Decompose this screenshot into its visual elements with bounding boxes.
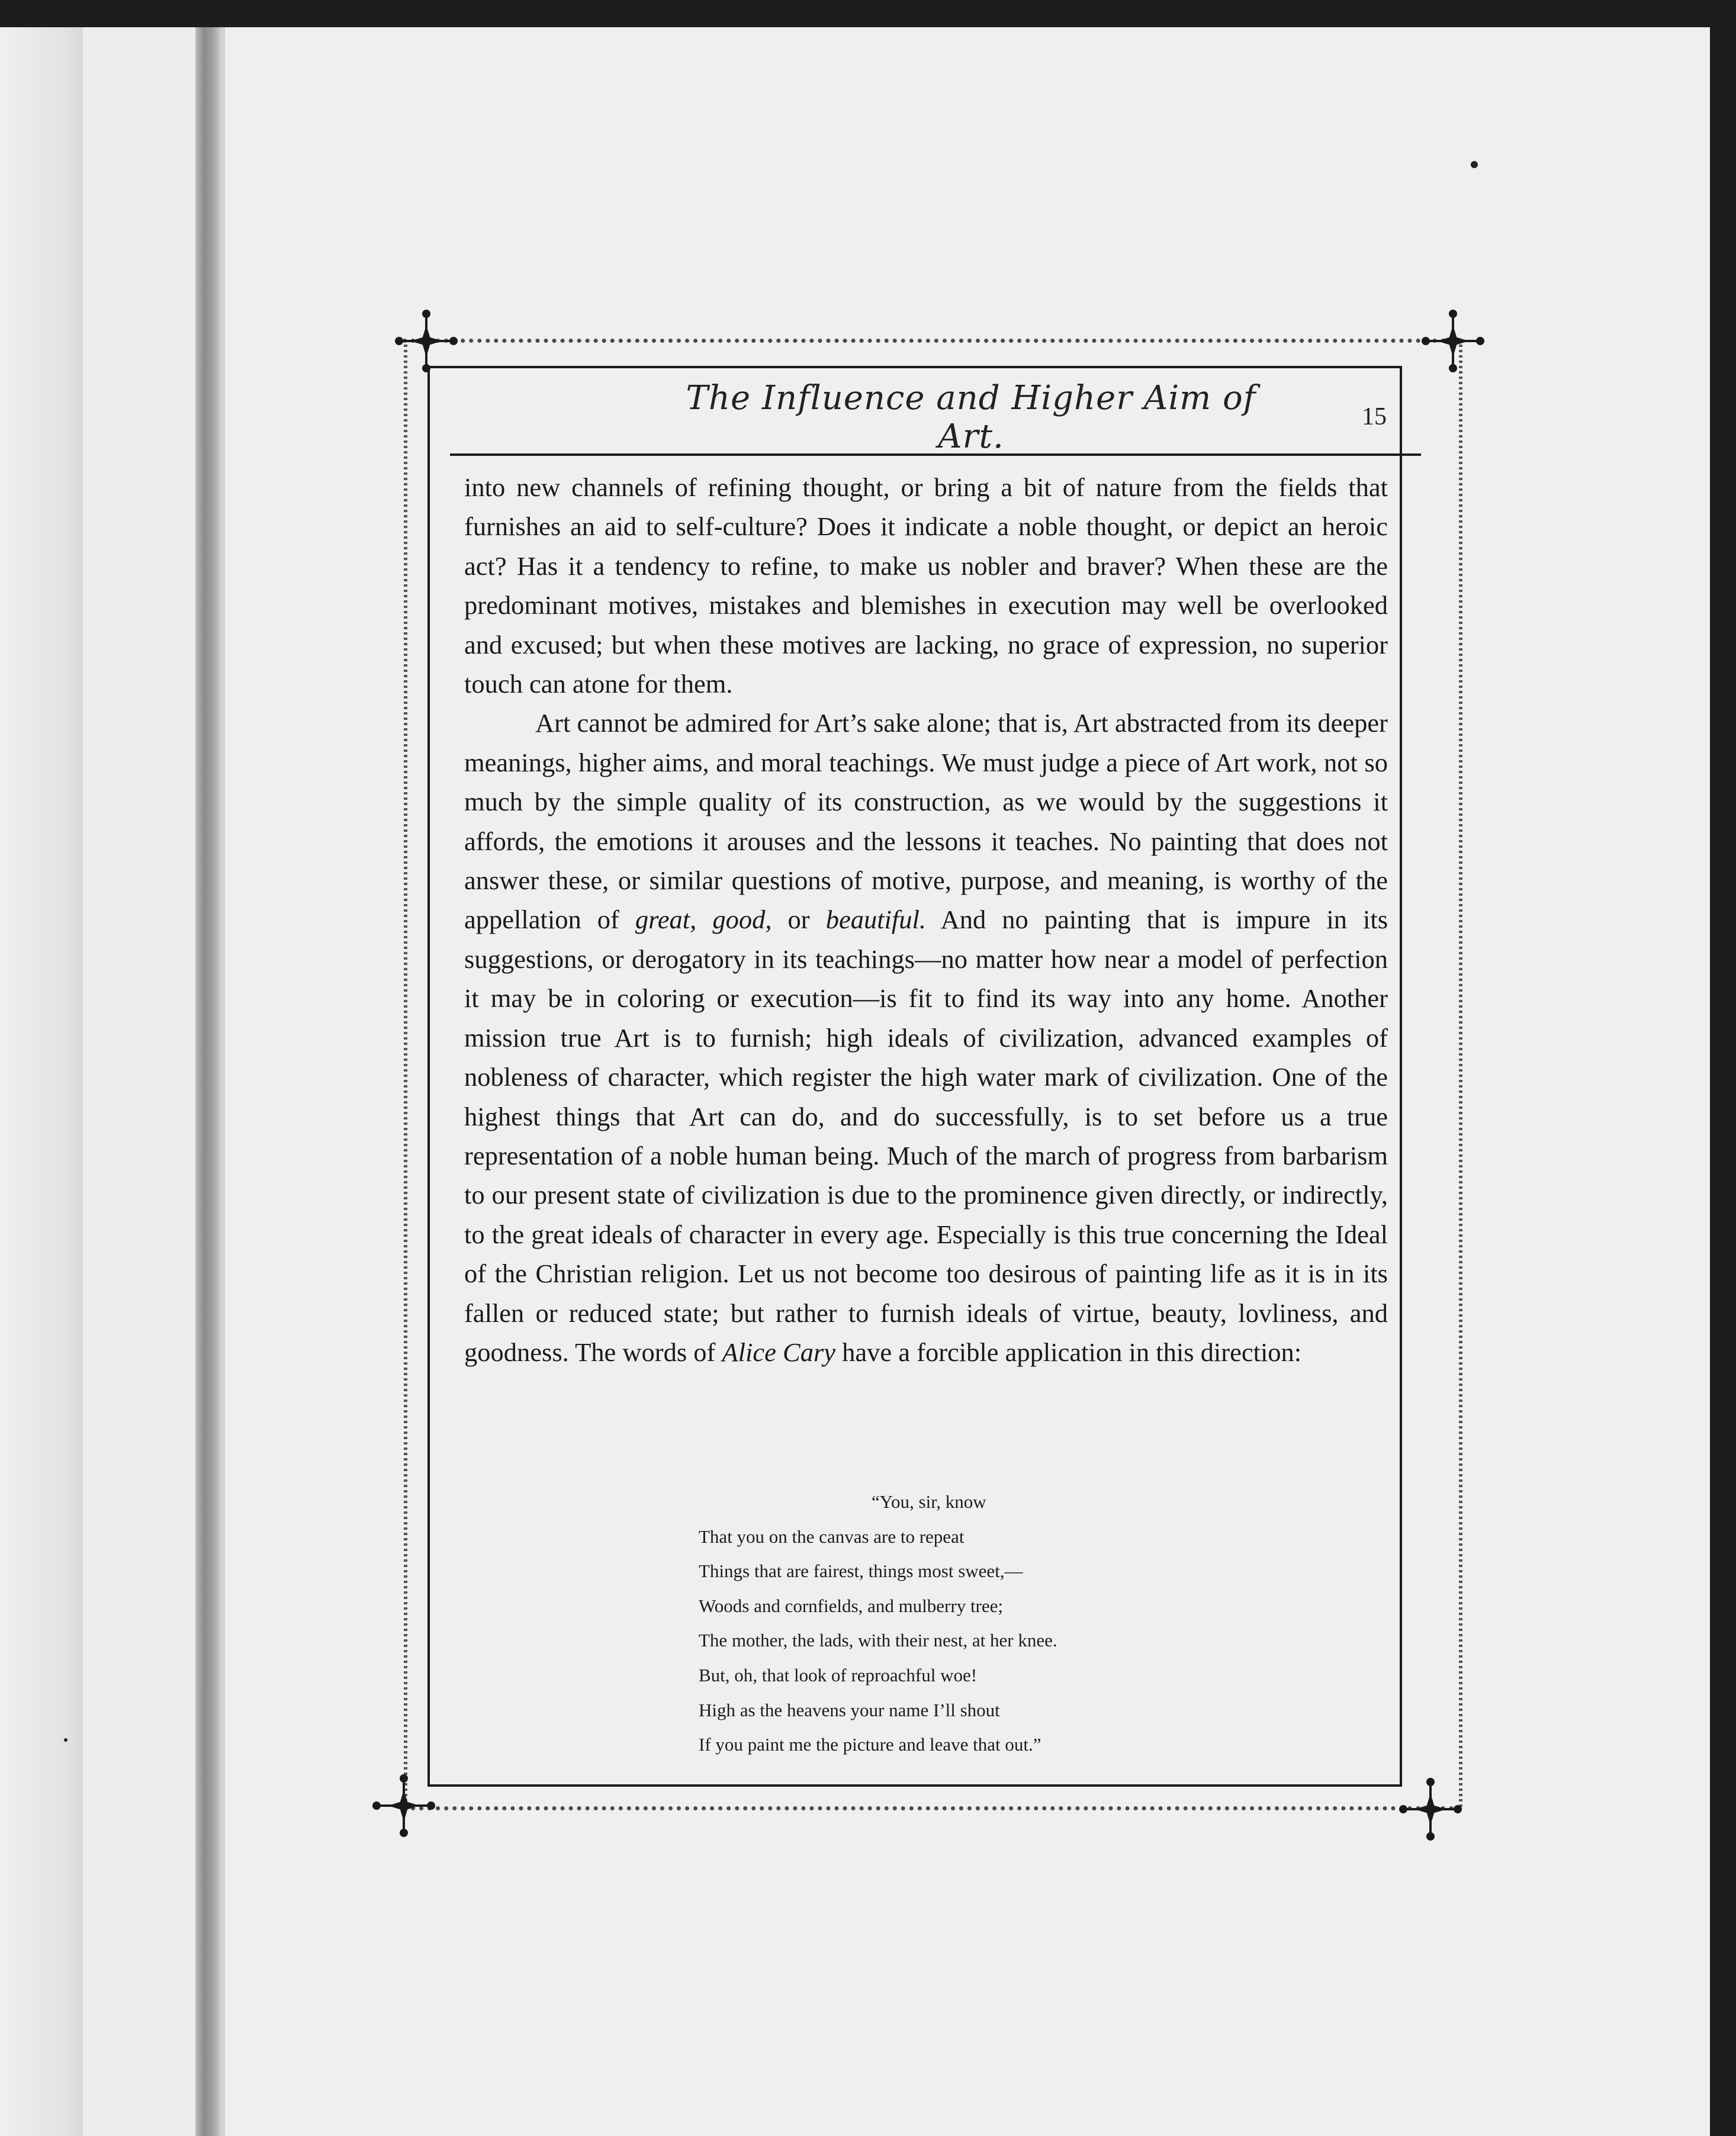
gutter-edge: [220, 0, 225, 2136]
ink-speck: [1471, 161, 1478, 168]
poem-line: That you on the canvas are to repeat: [699, 1526, 965, 1547]
italic-run: Alice Cary: [722, 1337, 836, 1367]
decorative-border-right: [1459, 345, 1462, 1807]
fleuron-corner-icon: [368, 1770, 439, 1841]
poem-line: “You, sir, know: [872, 1491, 986, 1512]
fleuron-corner-icon: [1417, 305, 1489, 377]
scan-top-edge: [0, 0, 1736, 27]
text-run: And no painting that is impure in its suggestions, or derogatory in its teachings—no matter how near a model of perfection it may be in coloring or execution—is fit to find its way into any home. Another mission true Art is to furnish; high ideals of civilization, advanced examples of nobleness of character, which register the high water mark of civilization. One of the highest things that Art can do, and do successfully, is to set before us a true representation of a noble human being. Much of the march of progress from barbarism to our present state of civilization is due to the prominence given directly, or indirectly, to the great ideals of character in every age. Especially is this true concerning the Ideal of the Christian religion. Let us not become too desirous of painting life as it is in its fallen or reduced state; but rather to furnish ideals of virtue, beauty, lovliness, and goodness. The words of: [464, 905, 1388, 1367]
ink-speck: [64, 1738, 67, 1742]
running-head: The Influence and Higher Aim of Art.: [686, 379, 1256, 456]
body-text: [464, 468, 1388, 1372]
italic-run: great, good,: [635, 905, 772, 935]
page-number: 15: [1362, 403, 1387, 430]
paragraph: into new channels of refining thought, or bring a bit of nature from the fields that furnishes an aid to self-culture? Does it indicate a noble thought, or depict an heroic act? Has it a tendency to refine, to make us nobler and braver? When these are the predominant motives, mistakes and blemishes in execution may well be overlooked and excused; but when these motives are lacking, no grace of expression, no superior touch can atone for them.: [464, 472, 1388, 699]
italic-run: beautiful.: [825, 905, 927, 935]
book-gutter: [195, 18, 220, 2136]
scan-right-edge: [1710, 0, 1736, 2136]
facing-page-edge: [0, 0, 83, 2136]
text-run: Art cannot be admired for Art’s sake alone; that is, Art abstracted from its deeper meanings, higher aims, and moral teachings. We must judge a piece of Art work, not so much by the simple quality of its construction, as we would by the suggestions it affords, the emotions it arouses and the lessons it teaches. No painting that does not answer these, or similar questions of motive, purpose, and meaning, is worthy of the appellation of: [464, 708, 1388, 935]
poem-line: But, oh, that look of reproachful woe!: [699, 1664, 978, 1685]
poem-quotation: [699, 1485, 1232, 1762]
text-run: or: [787, 905, 810, 935]
fleuron-corner-icon: [1395, 1774, 1466, 1845]
poem-line: High as the heavens your name I’ll shout: [699, 1699, 1000, 1720]
poem-line: If you paint me the picture and leave that out.”: [699, 1734, 1041, 1755]
text-run: have a forcible application in this direction:: [842, 1337, 1302, 1367]
paragraph: [464, 703, 1388, 1372]
poem-line: Things that are fairest, things most sweet,—: [699, 1561, 1023, 1582]
fleuron-corner-icon: [391, 305, 462, 377]
poem-line: Woods and cornfields, and mulberry tree;: [699, 1595, 1004, 1616]
decorative-border-left: [404, 345, 407, 1807]
poem-line: The mother, the lads, with their nest, at her knee.: [699, 1630, 1057, 1651]
